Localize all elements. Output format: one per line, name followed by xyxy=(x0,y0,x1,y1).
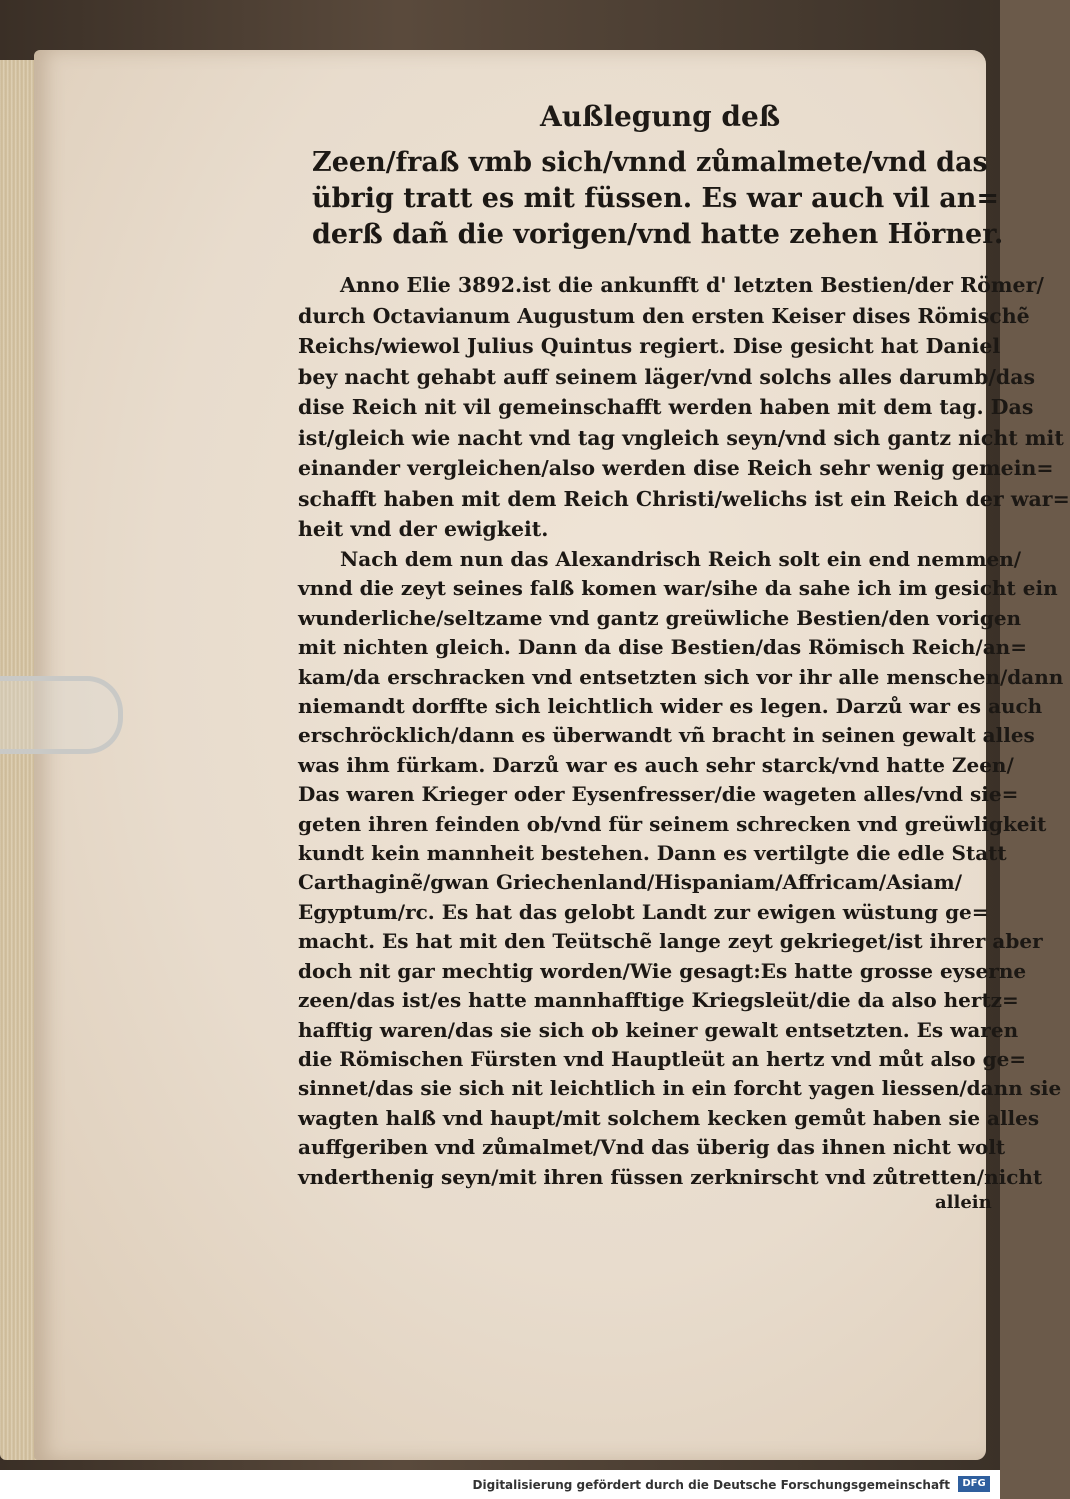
text-line: sinnet/das sie sich nit leichtlich in ein forcht yagen liessen/dann sie xyxy=(298,1076,1062,1101)
text-line: ist/gleich wie nacht vnd tag vngleich seyn/vnd sich gantz nicht mit xyxy=(298,425,1064,450)
dfg-logo: DFG xyxy=(958,1476,990,1492)
text-line: bey nacht gehabt auff seinem läger/vnd solchs alles darumb/das xyxy=(298,364,1036,389)
verse-line: derß dañ die vorigen/vnd hatte zehen Hörner. xyxy=(312,219,1004,250)
funding-credit: Digitalisierung gefördert durch die Deutsche Forschungsgemeinschaft xyxy=(472,1478,950,1492)
text-line: erschröcklich/dann es überwandt vñ bracht in seinen gewalt alles xyxy=(298,723,1035,748)
text-line: was ihm fürkam. Darzů war es auch sehr starck/vnd hatte Zeen/ xyxy=(298,752,1014,777)
text-line: heit vnd der ewigkeit. xyxy=(298,517,549,541)
text-line: kam/da erschracken vnd entsetzten sich vor ihr alle menschen/dann xyxy=(298,664,1064,689)
text-line: dise Reich nit vil gemeinschafft werden haben mit dem tag. Das xyxy=(298,395,1034,419)
text-line: doch nit gar mechtig worden/Wie gesagt:Es hatte grosse eyserne xyxy=(298,958,1027,983)
text-line: Das waren Krieger oder Eysenfresser/die wageten alles/vnd sie= xyxy=(298,782,1019,807)
running-header: Außlegung deß xyxy=(540,100,781,133)
scripture-verse xyxy=(312,145,1004,253)
footer-bar xyxy=(0,1470,1000,1499)
text-line: Nach dem nun das Alexandrisch Reich solt ein end nemmen/ xyxy=(340,547,1022,571)
paragraph-2 xyxy=(298,545,1064,1192)
text-line: vnderthenig seyn/mit ihren füssen zerknirscht vnd zůtretten/nicht xyxy=(298,1164,1043,1189)
paragraph-1 xyxy=(298,270,1070,545)
text-line: Egyptum/rc. Es hat das gelobt Landt zur ewigen wüstung ge= xyxy=(298,899,989,924)
text-line: wagten halß vnd haupt/mit solchem kecken gemůt haben sie alles xyxy=(298,1105,1040,1130)
text-line: mit nichten gleich. Dann da dise Bestien/das Römisch Reich/an= xyxy=(298,635,1027,660)
text-line: Reichs/wiewol Julius Quintus regiert. Dise gesicht hat Daniel xyxy=(298,334,1001,358)
text-line: niemandt dorffte sich leichtlich wider es legen. Darzů war es auch xyxy=(298,694,1043,719)
text-line: geten ihren feinden ob/vnd für seinem schrecken vnd greüwligkeit xyxy=(298,811,1047,836)
catchword: allein xyxy=(935,1192,992,1213)
verse-line: Zeen/fraß vmb sich/vnnd zůmalmete/vnd das xyxy=(312,147,988,178)
text-line: durch Octavianum Augustum den ersten Keiser dises Römischẽ xyxy=(298,303,1030,328)
text-line: hafftig waren/das sie sich ob keiner gewalt entsetzten. Es waren xyxy=(298,1017,1019,1042)
text-line: wunderliche/seltzame vnd gantz greüwliche Bestien/den vorigen xyxy=(298,605,1022,630)
text-line: Carthaginẽ/gwan Griechenland/Hispaniam/Affricam/Asiam/ xyxy=(298,870,963,895)
text-line: kundt kein mannheit bestehen. Dann es vertilgte die edle Statt xyxy=(298,841,1007,866)
text-line: Anno Elie 3892.ist die ankunfft d' letzten Bestien/der Römer/ xyxy=(340,273,1044,297)
text-line: schafft haben mit dem Reich Christi/welichs ist ein Reich der war= xyxy=(298,486,1070,511)
text-line: vnnd die zeyt seines falß komen war/sihe da sahe ich im gesicht ein xyxy=(298,576,1058,601)
text-line: zeen/das ist/es hatte mannhafftige Kriegsleüt/die da also hertz= xyxy=(298,988,1019,1013)
text-line: die Römischen Fürsten vnd Hauptleüt an hertz vnd můt also ge= xyxy=(298,1046,1027,1071)
verse-line: übrig tratt es mit füssen. Es war auch vil an= xyxy=(312,183,1000,214)
page-clip xyxy=(0,676,123,754)
text-line: macht. Es hat mit den Teütschẽ lange zeyt gekrieget/ist ihrer aber xyxy=(298,929,1043,954)
text-line: auffgeriben vnd zůmalmet/Vnd das überig das ihnen nicht wolt xyxy=(298,1135,1006,1160)
text-line: einander vergleichen/also werden dise Reich sehr wenig gemein= xyxy=(298,456,1054,480)
